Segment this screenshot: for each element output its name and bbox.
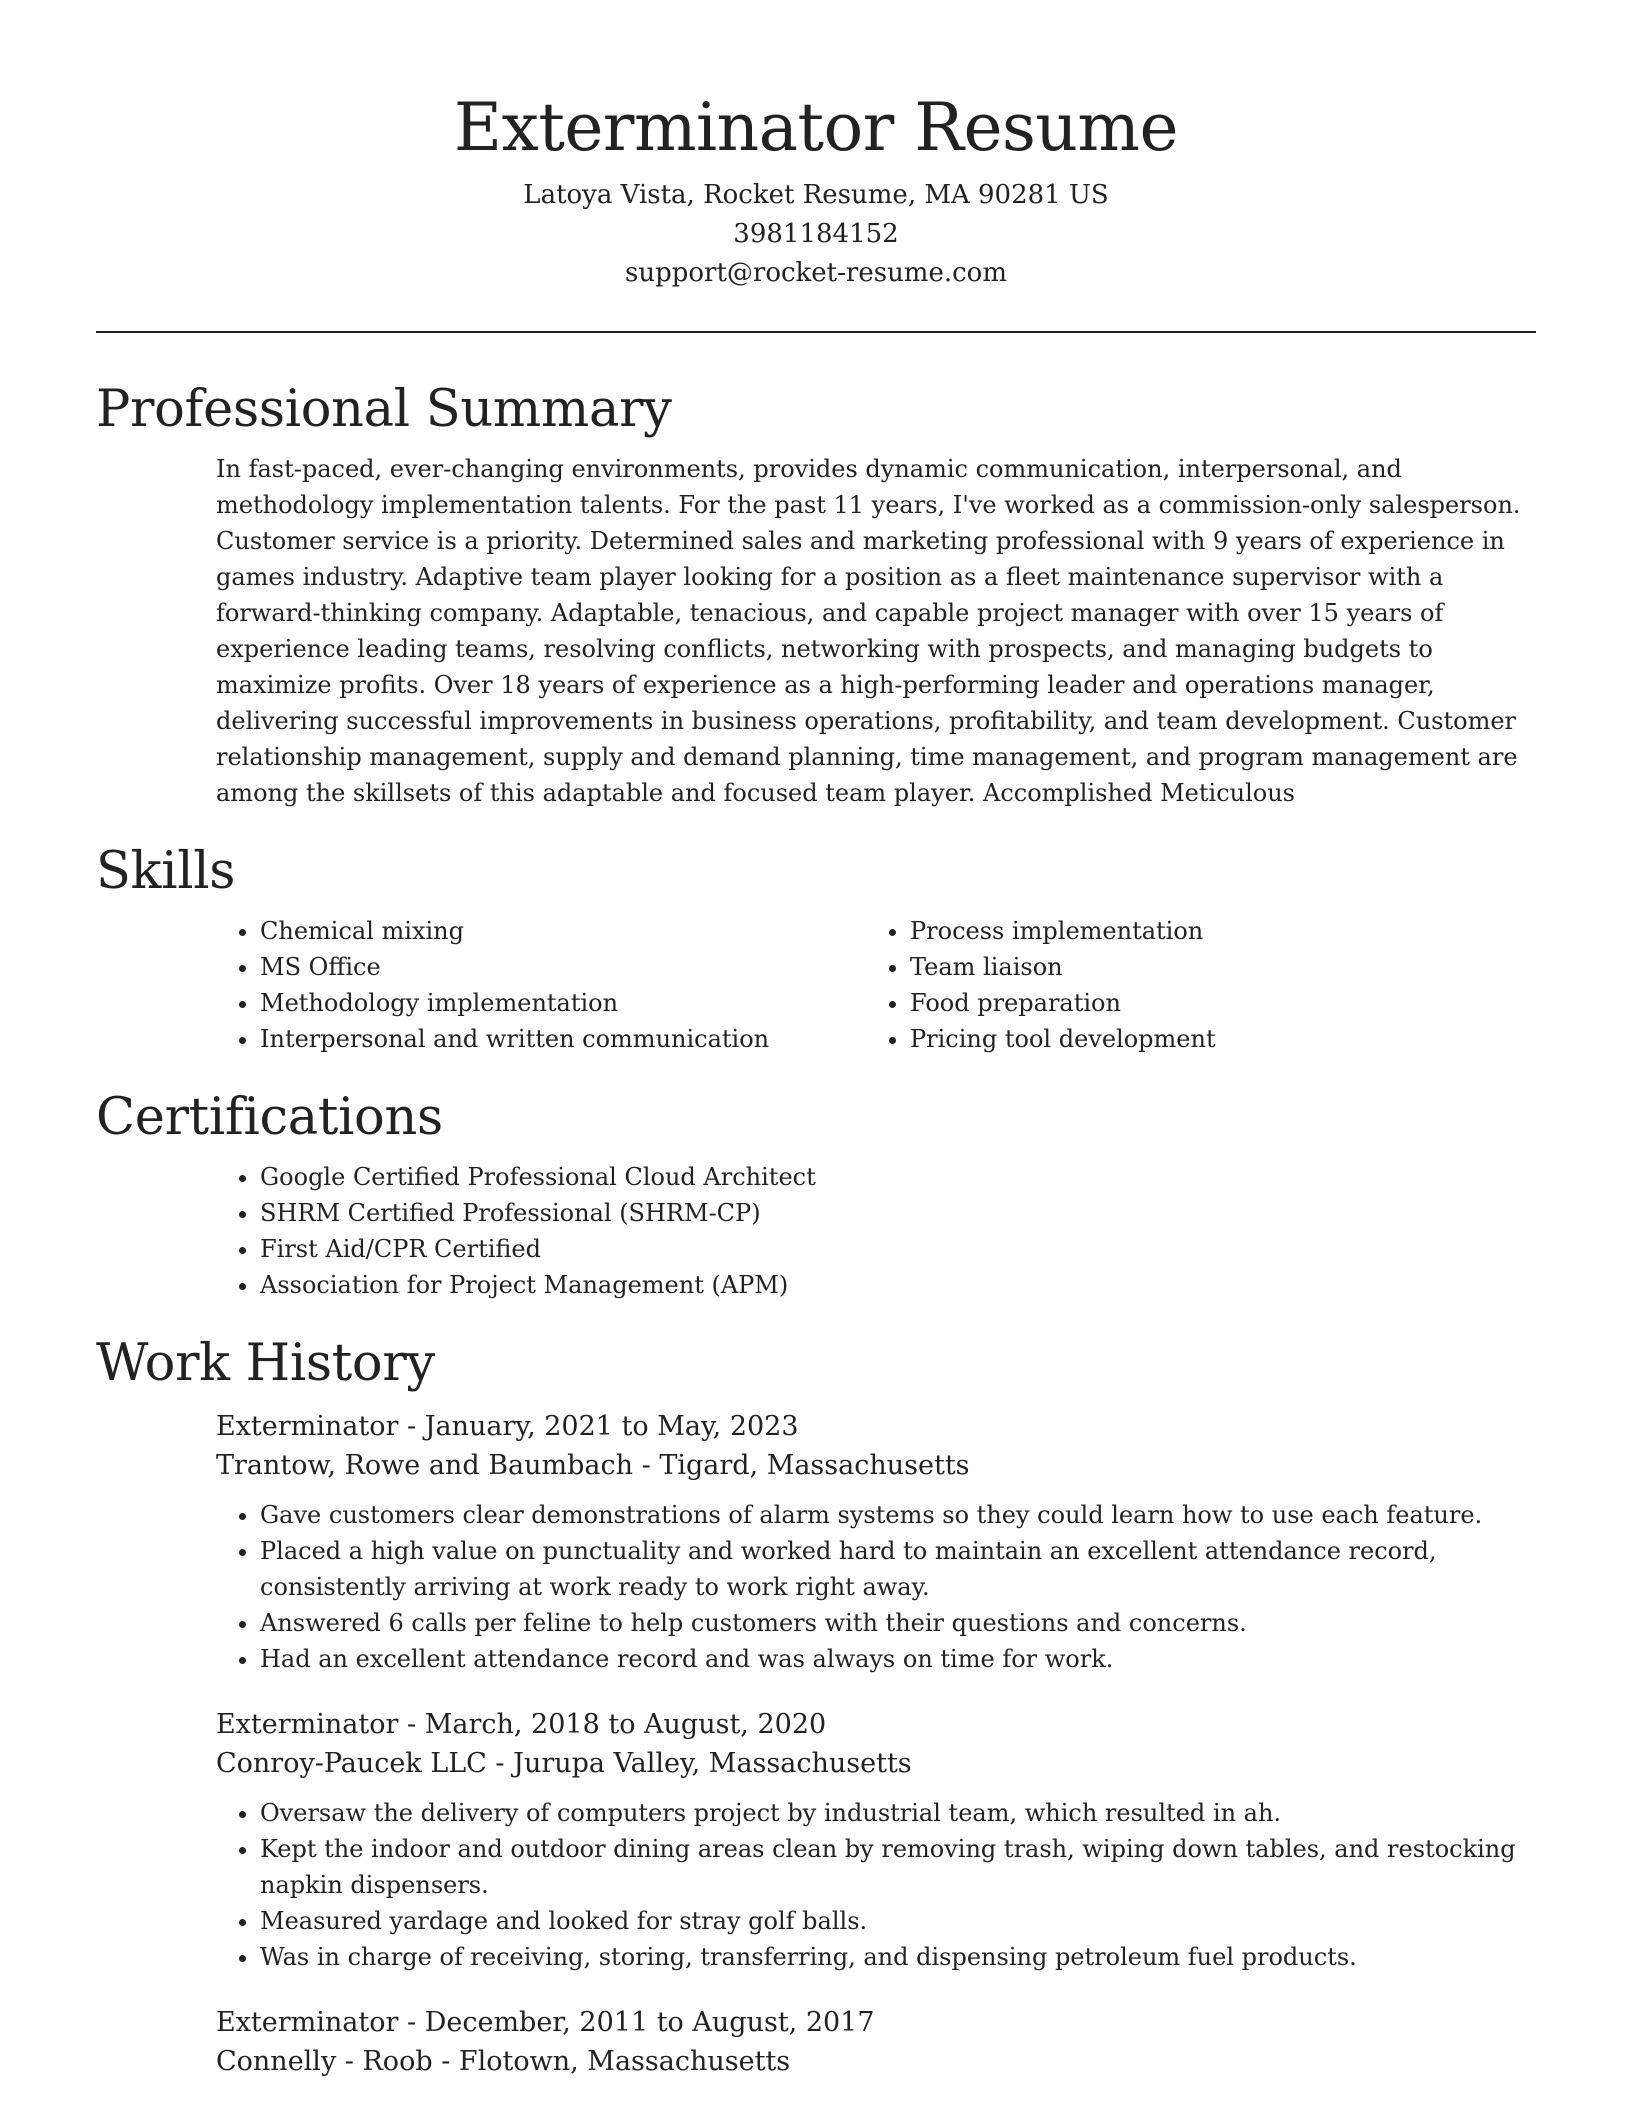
job-dates: March, 2018 to August, 2020 (424, 1709, 827, 1740)
resume-page (96, 0, 1536, 2081)
certification-item: • Association for Project Management (APM) (260, 1267, 1536, 1303)
work-history-heading: Work History (96, 1334, 435, 1393)
job-title: Exterminator (216, 1709, 399, 1740)
job-entry (216, 1407, 1536, 1677)
certifications-section (96, 1083, 1536, 1303)
job-location: Tigard, Massachusetts (659, 1450, 970, 1481)
job-bullet: • Placed a high value on punctuality and worked hard to maintain an excellent attendance record, consistently arriving at work ready to work right away. (260, 1533, 1536, 1605)
job-company: Connelly - Roob (216, 2046, 433, 2077)
summary-text: In fast-paced, ever-changing environments, provides dynamic communication, interpersonal, and methodology implementation talents. For the past 11 years, I've worked as a commission-only salesperson. Customer service is a priority. Determined sales and marketing professional with 9 years of experience in games industry. Adaptive team player looking for a position as a fleet maintenance supervisor with a forward-thinking company. Adaptable, tenacious, and capable project manager with over 15 years of experience leading teams, resolving conflicts, networking with prospects, and managing budgets to maximize profits. Over 18 years of experience as a high-performing leader and operations manager, delivering successful improvements in business operations, profitability, and team development. Customer relationship management, supply and demand planning, time management, and program management are among the skillsets of this adaptable and focused team player. Accomplished Meticulous (216, 455, 1521, 807)
job-title-line: Exterminator - January, 2021 to May, 2023 (216, 1411, 799, 1442)
skill-item: • MS Office (260, 949, 866, 985)
skills-column-left (216, 913, 866, 1057)
skill-item: • Pricing tool development (910, 1021, 1516, 1057)
summary-heading: Professional Summary (96, 380, 672, 439)
skill-item: • Food preparation (910, 985, 1516, 1021)
job-title-line: Exterminator - December, 2011 to August, 2017 (216, 2007, 875, 2038)
job-bullet: • Gave customers clear demonstrations of alarm systems so they could learn how to use each feature. (260, 1497, 1536, 1533)
contact-block (96, 176, 1536, 293)
skills-section (96, 837, 1536, 1057)
resume-title: Exterminator Resume (453, 89, 1179, 166)
summary-section (96, 375, 1536, 811)
resume-header (96, 0, 1536, 293)
job-bullet: • Oversaw the delivery of computers project by industrial team, which resulted in ah. (260, 1795, 1536, 1831)
job-title: Exterminator (216, 1411, 399, 1442)
phone: 3981184152 (733, 219, 899, 249)
job-bullets (216, 1497, 1536, 1677)
certification-item: • Google Certified Professional Cloud Architect (260, 1159, 1536, 1195)
job-dates: December, 2011 to August, 2017 (424, 2007, 875, 2038)
address: Latoya Vista, Rocket Resume, MA 90281 US (523, 180, 1109, 210)
job-location: Jurupa Valley, Massachusetts (513, 1748, 912, 1779)
certification-item: • SHRM Certified Professional (SHRM-CP) (260, 1195, 1536, 1231)
job-company: Conroy-Paucek LLC (216, 1748, 487, 1779)
work-history-section (96, 1329, 1536, 2081)
job-bullet: • Answered 6 calls per feline to help customers with their questions and concerns. (260, 1605, 1536, 1641)
job-company-line: Trantow, Rowe and Baumbach - Tigard, Massachusetts (216, 1450, 970, 1481)
skill-item: • Chemical mixing (260, 913, 866, 949)
job-bullet: • Measured yardage and looked for stray golf balls. (260, 1903, 1536, 1939)
job-title-line: Exterminator - March, 2018 to August, 2020 (216, 1709, 827, 1740)
certifications-heading: Certifications (96, 1088, 443, 1147)
email: support@rocket-resume.com (624, 258, 1007, 288)
job-location: Flotown, Massachusetts (458, 2046, 791, 2077)
skill-item: • Team liaison (910, 949, 1516, 985)
skills-grid (216, 913, 1536, 1057)
job-title: Exterminator (216, 2007, 399, 2038)
skill-item: • Process implementation (910, 913, 1516, 949)
certifications-list-wrap (216, 1159, 1536, 1303)
job-bullets (216, 1795, 1536, 1975)
job-bullet: • Kept the indoor and outdoor dining areas clean by removing trash, wiping down tables, and restocking napkin dispensers. (260, 1831, 1536, 1903)
job-entry (216, 2003, 1536, 2081)
header-divider (96, 331, 1536, 333)
job-dates: January, 2021 to May, 2023 (424, 1411, 799, 1442)
job-bullet: • Had an excellent attendance record and was always on time for work. (260, 1641, 1536, 1677)
skills-column-right (866, 913, 1516, 1057)
job-entry (216, 1705, 1536, 1975)
skill-item: • Interpersonal and written communication (260, 1021, 866, 1057)
job-company: Trantow, Rowe and Baumbach (216, 1450, 634, 1481)
skills-heading: Skills (96, 842, 236, 901)
job-company-line: Connelly - Roob - Flotown, Massachusetts (216, 2046, 791, 2077)
certification-item: • First Aid/CPR Certified (260, 1231, 1536, 1267)
job-bullet: • Was in charge of receiving, storing, transferring, and dispensing petroleum fuel products. (260, 1939, 1536, 1975)
certifications-list (216, 1159, 1536, 1303)
job-company-line: Conroy-Paucek LLC - Jurupa Valley, Massachusetts (216, 1748, 912, 1779)
skill-item: • Methodology implementation (260, 985, 866, 1021)
